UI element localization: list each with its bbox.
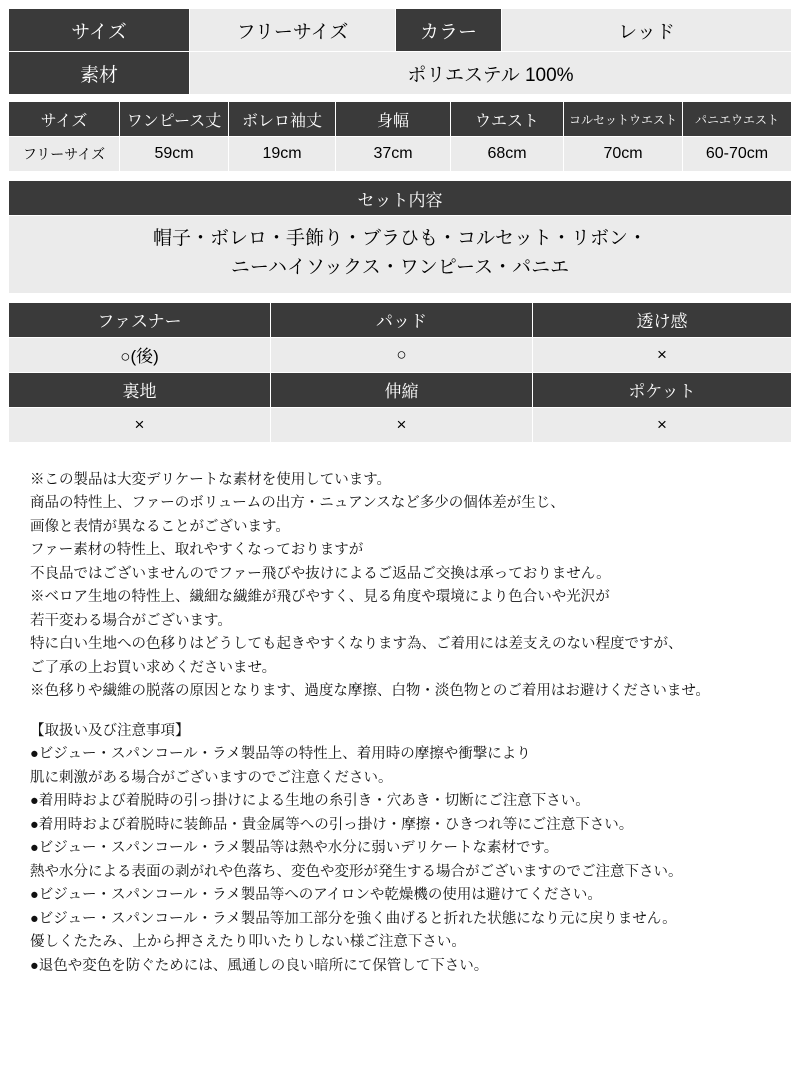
set-contents-line-2: ニーハイソックス・ワンピース・パニエ	[230, 257, 570, 279]
set-contents-body	[9, 216, 792, 294]
table-row	[9, 9, 792, 52]
meas-header-corset-waist: コルセットウエスト	[564, 102, 683, 137]
meas-value-sleeve-length: 19cm	[229, 137, 336, 172]
feature-header-pocket: ポケット	[533, 372, 792, 407]
set-contents-title: セット内容	[9, 181, 792, 216]
table-row	[9, 337, 792, 372]
meas-value-bust-width: 37cm	[336, 137, 451, 172]
note-line: ※色移りや繊維の脱落の原因となります、過度な摩擦、白物・淡色物とのご着用はお避けくださいませ。	[30, 683, 710, 700]
table-row	[9, 137, 792, 172]
meas-header-waist: ウエスト	[451, 102, 564, 137]
spec-value-color: レッド	[502, 9, 792, 52]
set-contents-line-1: 帽子・ボレロ・手飾り・ブラひも・コルセット・リボン・	[152, 228, 647, 249]
table-row	[9, 216, 792, 294]
care-line: ●着用時および着脱時に装飾品・貴金属等への引っ掛け・摩擦・ひきつれ等にご注意下さい。	[30, 816, 634, 833]
spec-table	[8, 8, 792, 95]
care-line: ●着用時および着脱時の引っ掛けによる生地の糸引き・穴あき・切断にご注意下さい。	[30, 793, 590, 810]
measurement-table	[8, 101, 792, 172]
meas-value-corset-waist: 70cm	[564, 137, 683, 172]
feature-header-lining: 裏地	[9, 372, 271, 407]
note-line: 画像と表情が異なることがございます。	[30, 518, 290, 535]
feature-value-stretch: ×	[271, 407, 533, 442]
care-line: ●ビジュー・スパンコール・ラメ製品等へのアイロンや乾燥機の使用は避けてください。	[30, 887, 602, 904]
notes-spacer	[30, 704, 782, 720]
feature-value-pad: ○	[271, 337, 533, 372]
care-line: 肌に刺激がある場合がございますのでご注意ください。	[30, 769, 393, 786]
note-line: ファー素材の特性上、取れやすくなっておりますが	[30, 542, 364, 559]
notes-section	[8, 469, 792, 978]
care-line: ●ビジュー・スパンコール・ラメ製品等加工部分を強く曲げると折れた状態になり元に戻りません。	[30, 910, 677, 927]
meas-header-bust-width: 身幅	[336, 102, 451, 137]
meas-value-dress-length: 59cm	[120, 137, 229, 172]
feature-header-pad: パッド	[271, 302, 533, 337]
care-line: 熱や水分による表面の剥がれや色落ち、変色や変形が発生する場合がございますのでご注意下さい。	[30, 863, 683, 880]
table-row	[9, 302, 792, 337]
spec-label-material: 素材	[9, 52, 190, 95]
meas-value-pannier-waist: 60-70cm	[683, 137, 792, 172]
note-line: 特に白い生地への色移りはどうしても起きやすくなります為、ご着用には差支えのない程度ですが、	[30, 636, 683, 653]
feature-header-zipper: ファスナー	[9, 302, 271, 337]
feature-value-zipper: ○(後)	[9, 337, 271, 372]
set-contents-table	[8, 180, 792, 294]
note-line: 商品の特性上、ファーのボリュームの出方・ニュアンスなど多少の個体差が生じ、	[30, 495, 565, 512]
care-instructions-title: 【取扱い及び注意事項】	[30, 722, 190, 739]
spec-label-size: サイズ	[9, 9, 190, 52]
feature-value-lining: ×	[9, 407, 271, 442]
note-line: ※ベロア生地の特性上、繊細な繊維が飛びやすく、見る角度や環境により色合いや光沢が	[30, 589, 610, 606]
note-line: 若干変わる場合がございます。	[30, 612, 232, 629]
care-line: ●退色や変色を防ぐためには、風通しの良い暗所にて保管して下さい。	[30, 957, 489, 974]
table-row	[9, 407, 792, 442]
feature-value-sheerness: ×	[533, 337, 792, 372]
note-line: ※この製品は大変デリケートな素材を使用しています。	[30, 471, 392, 488]
care-line: ●ビジュー・スパンコール・ラメ製品等は熱や水分に弱いデリケートな素材です。	[30, 840, 559, 857]
meas-value-size: フリーサイズ	[9, 137, 120, 172]
table-row	[9, 181, 792, 216]
spec-value-size: フリーサイズ	[190, 9, 396, 52]
meas-header-pannier-waist: パニエウエスト	[683, 102, 792, 137]
feature-value-pocket: ×	[533, 407, 792, 442]
meas-header-dress-length: ワンピース丈	[120, 102, 229, 137]
meas-header-sleeve-length: ボレロ袖丈	[229, 102, 336, 137]
care-line: 優しくたたみ、上から押さえたり叩いたりしない様ご注意下さい。	[30, 934, 466, 951]
table-row	[9, 52, 792, 95]
note-line: ご了承の上お買い求めくださいませ。	[30, 659, 277, 676]
note-line: 不良品ではございませんのでファー飛びや抜けによるご返品ご交換は承っておりません。	[30, 565, 611, 582]
care-line: ●ビジュー・スパンコール・ラメ製品等の特性上、着用時の摩擦や衝撃により	[30, 746, 531, 763]
meas-header-size: サイズ	[9, 102, 120, 137]
feature-header-stretch: 伸縮	[271, 372, 533, 407]
feature-table	[8, 302, 792, 443]
meas-value-waist: 68cm	[451, 137, 564, 172]
feature-header-sheerness: 透け感	[533, 302, 792, 337]
table-row	[9, 372, 792, 407]
table-row	[9, 102, 792, 137]
spec-value-material: ポリエステル 100%	[190, 52, 792, 95]
spec-label-color: カラー	[396, 9, 502, 52]
